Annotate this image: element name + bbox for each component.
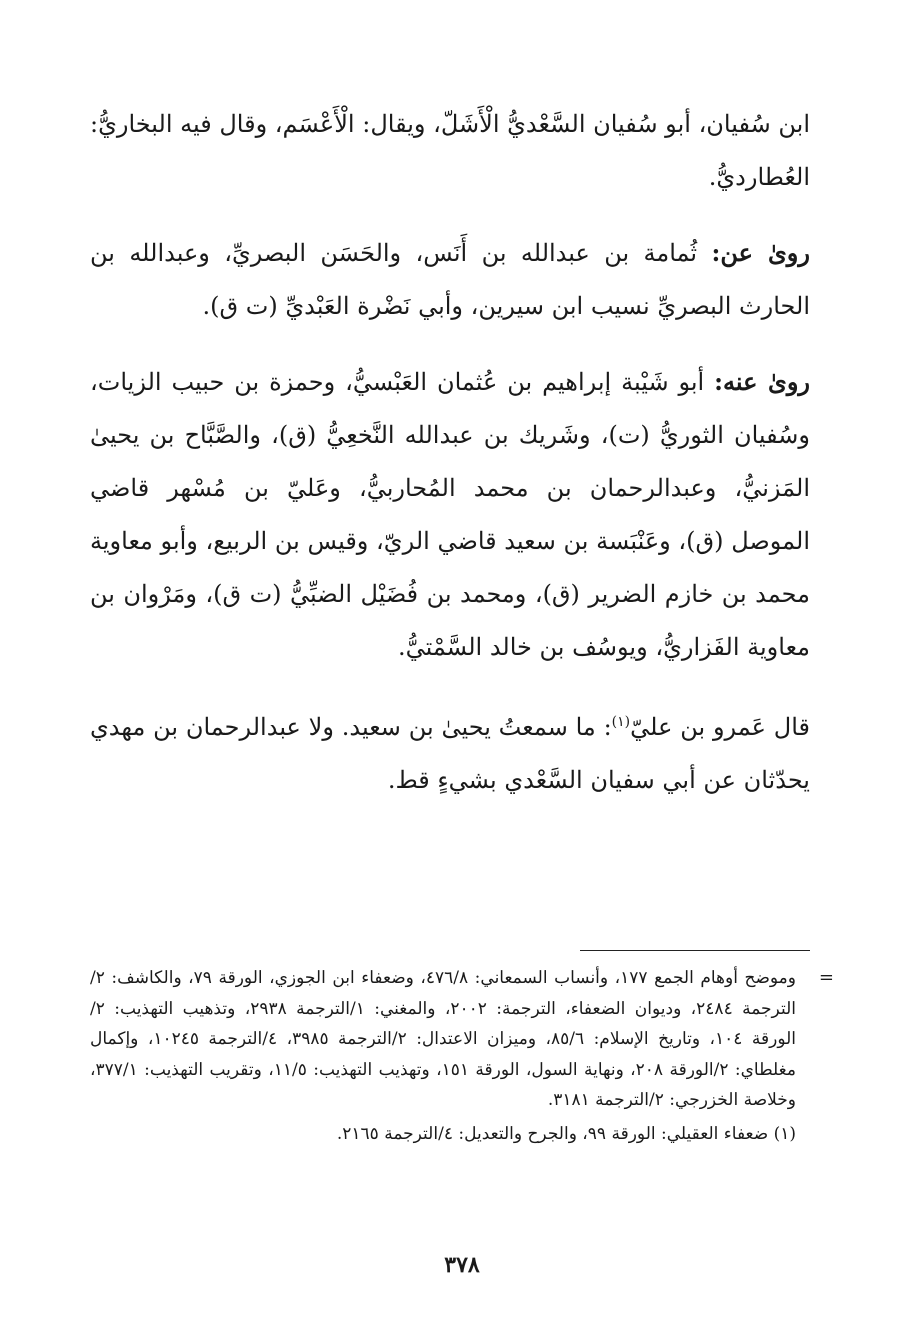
footnote-continuation-text: وموضح أوهام الجمع ١٧٧، وأنساب السمعاني: ٤٧٦/٨، وضعفاء ابن الجوزي، الورقة ٧٩، والكاشف: ٢/الترجمة ٢٤٨٤، وديوان الضعفاء، الترجمة: ٢٠٠٢، والمغني: ١/الترجمة ٢٩٣٨، وتذهيب التهذيب: ٢/الورقة ١٠٤، وتاريخ الإسلام: ٨٥/٦، وميزان الاعتدال: ٢/الترجمة ٣٩٨٥، ٤/الترجمة ١٠٢٤٥، وإكمال مغلطاي: ٢/الورقة ٢٠٨، ونهاية السول، الورقة ١٥١، وتهذيب التهذيب: ١١/٥، وتقريب التهذيب: ٣٧٧/١، وخلاصة الخزرجي: ٢/الترجمة ٣١٨١. (90, 968, 797, 1110)
main-text (90, 98, 810, 829)
paragraph-narrated-from (90, 226, 810, 333)
page-number: ٣٧٨ (444, 1252, 480, 1278)
footnote-continuation (90, 963, 834, 1116)
continuation-marker: = (818, 967, 834, 988)
footnotes (90, 950, 834, 1150)
footnote-ref-1: (١) (611, 714, 631, 730)
quote-intro: قال عَمرو بن عليّ (630, 713, 811, 741)
paragraph-narrated-by (90, 355, 810, 674)
footnote-1: (١) ضعفاء العقيلي: الورقة ٩٩، والجرح والتعديل: ٤/الترجمة ٢١٦٥. (336, 1123, 796, 1144)
footnote-divider (580, 950, 810, 951)
quote-body: : ما سمعتُ يحيىٰ بن سعيد. ولا عبدالرحمان بن مهدي يحدّثان عن أبي سفيان السَّعْدي بشيءٍ قط. (90, 713, 810, 794)
paragraph-quote (90, 696, 810, 807)
narrated-by-heading: روىٰ عنه: (714, 367, 811, 396)
narrated-from-heading: روىٰ عن: (711, 238, 810, 267)
narrated-from-body: ثُمامة بن عبدالله بن أَنَس، والحَسَن البصريِّ، وعبدالله بن الحارث البصريِّ نسيب ابن سيرين، وأبي نَضْرة العَبْديِّ (ت ق). (90, 239, 810, 320)
paragraph-intro: ابن سُفيان، أبو سُفيان السَّعْديُّ الْأَشَلّ، ويقال: الْأَعْسَم، وقال فيه البخاريُّ: العُطارديُّ. (90, 110, 810, 191)
narrated-by-body: أبو شَيْبة إبراهيم بن عُثمان العَبْسيُّ، وحمزة بن حبيب الزيات، وسُفيان الثوريُّ (ت)، وشَريك بن عبدالله النَّخعِيُّ (ق)، والصَّبَّاح بن يحيىٰ المَزنيُّ، وعبدالرحمان بن محمد المُحاربيُّ، وعَليّ بن مُسْهر قاضي الموصل (ق)، وعَنْبَسة بن سعيد قاضي الريّ، وقيس بن الربيع، وأبو معاوية محمد بن خازم الضرير (ق)، ومحمد بن فُضَيْل الضبِّيُّ (ت ق)، ومَرْوان بن معاوية الفَزاريُّ، ويوسُف بن خالد السَّمْتيُّ. (90, 368, 810, 661)
